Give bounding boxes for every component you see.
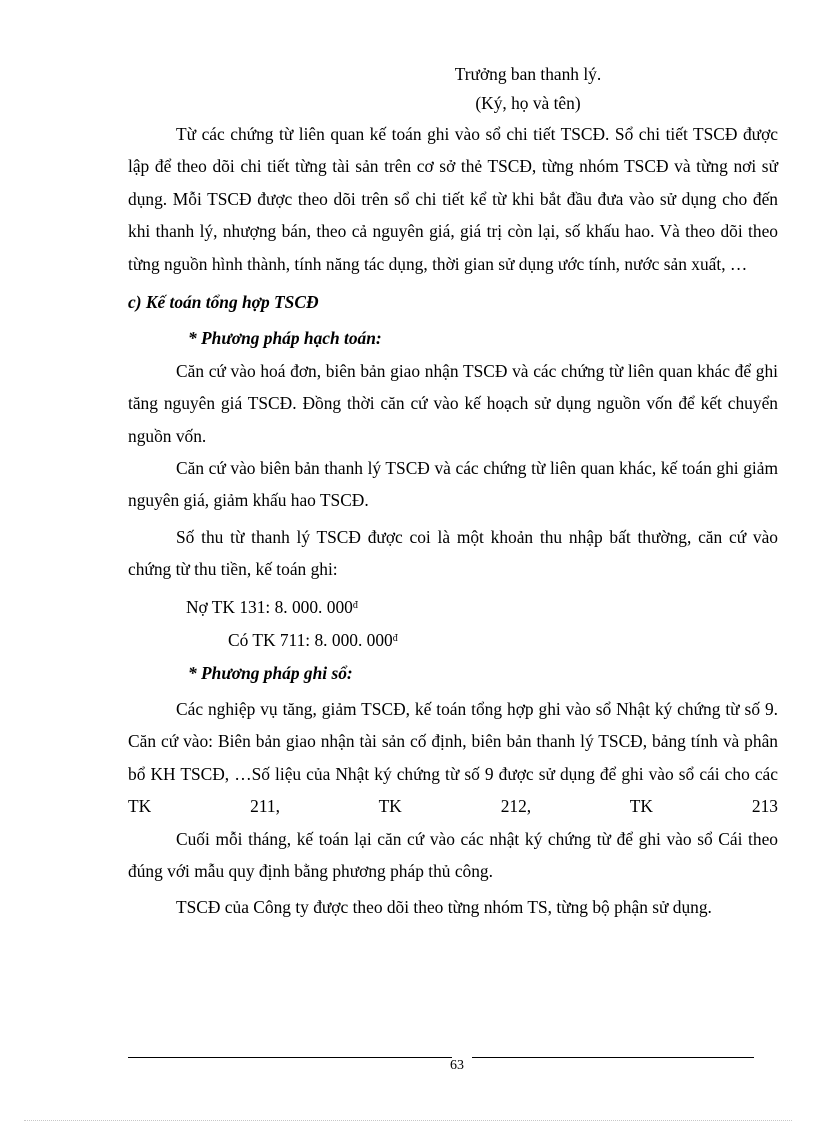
paragraph-disposal-income: Số thu từ thanh lý TSCĐ được coi là một khoản thu nhập bất thường, căn cứ vào chứng từ thu tiền, kế toán ghi: — [128, 526, 778, 580]
paragraph-tracking: TSCĐ của Công ty được theo dõi theo từng nhóm TS, từng bộ phận sử dụng. — [176, 897, 712, 918]
paragraph-detail-ledger: Từ các chứng từ liên quan kế toán ghi vào sổ chi tiết TSCĐ. Sổ chi tiết TSCĐ được lập để theo dõi chi tiết từng tài sản trên cơ sở thẻ TSCĐ, từng nhóm TSCĐ và từng nơi sử dụng. Mỗi TSCĐ được theo dõi trên sổ chi tiết kể từ khi bắt đầu đưa vào sử dụng cho đến khi thanh lý, nhượng bán, theo cả nguyên giá, giá trị còn lại, số khấu hao. Và theo dõi theo từng nguồn hình thành, tính năng tác dụng, thời gian sử dụng ước tính, nước sản xuất, … — [128, 124, 778, 274]
paragraph-increase: Căn cứ vào hoá đơn, biên bản giao nhận TSCĐ và các chứng từ liên quan khác để ghi tăng nguyên giá TSCĐ. Đồng thời căn cứ vào kế hoạch sử dụng nguồn vốn để kết chuyển nguồn vốn. — [128, 360, 778, 446]
currency-superscript: đ — [352, 599, 358, 611]
signature-block — [338, 60, 718, 118]
footer-rule-left — [128, 1057, 452, 1058]
page-number: 63 — [450, 1058, 464, 1073]
page-footer — [128, 1049, 754, 1079]
subheading-recording-method: * Phương pháp ghi sổ: — [188, 662, 353, 683]
journal-entry-credit — [228, 623, 778, 656]
paragraph-decrease: Căn cứ vào biên bản thanh lý TSCĐ và các chứng từ liên quan khác, kế toán ghi giảm nguyên giá, giảm khấu hao TSCĐ. — [128, 458, 778, 511]
footer-rule-right — [472, 1057, 754, 1058]
subheading-accounting-method: * Phương pháp hạch toán: — [188, 328, 382, 349]
journal-entry-debit — [186, 590, 778, 623]
paragraph-monthly: Cuối mỗi tháng, kế toán lại căn cứ vào các nhật ký chứng từ để ghi vào sổ Cái theo đúng với mẫu quy định bằng phương pháp thủ công. — [128, 828, 778, 881]
debit-text: Nợ TK 131: 8. 000. 000 — [186, 596, 353, 617]
page-bottom-border — [24, 1120, 792, 1121]
signature-title: Trưởng ban thanh lý. — [454, 64, 602, 84]
section-heading: c) Kế toán tổng hợp TSCĐ — [128, 292, 319, 313]
document-page — [128, 60, 778, 924]
currency-superscript: đ — [392, 633, 398, 645]
signature-subtitle: (Ký, họ và tên) — [475, 93, 581, 113]
credit-text: Có TK 711: 8. 000. 000 — [228, 630, 393, 651]
paragraph-journal: Các nghiệp vụ tăng, giảm TSCĐ, kế toán tổng hợp ghi vào sổ Nhật ký chứng từ số 9. Căn cứ vào: Biên bản giao nhận tài sản cố định, biên bản thanh lý TSCĐ, bảng tính và phân bổ KH TSCĐ, …Số liệu của Nhật ký chứng từ số 9 được sử dụng để ghi vào sổ cái cho các TK 211, TK 212, TK 213 — [128, 698, 778, 817]
